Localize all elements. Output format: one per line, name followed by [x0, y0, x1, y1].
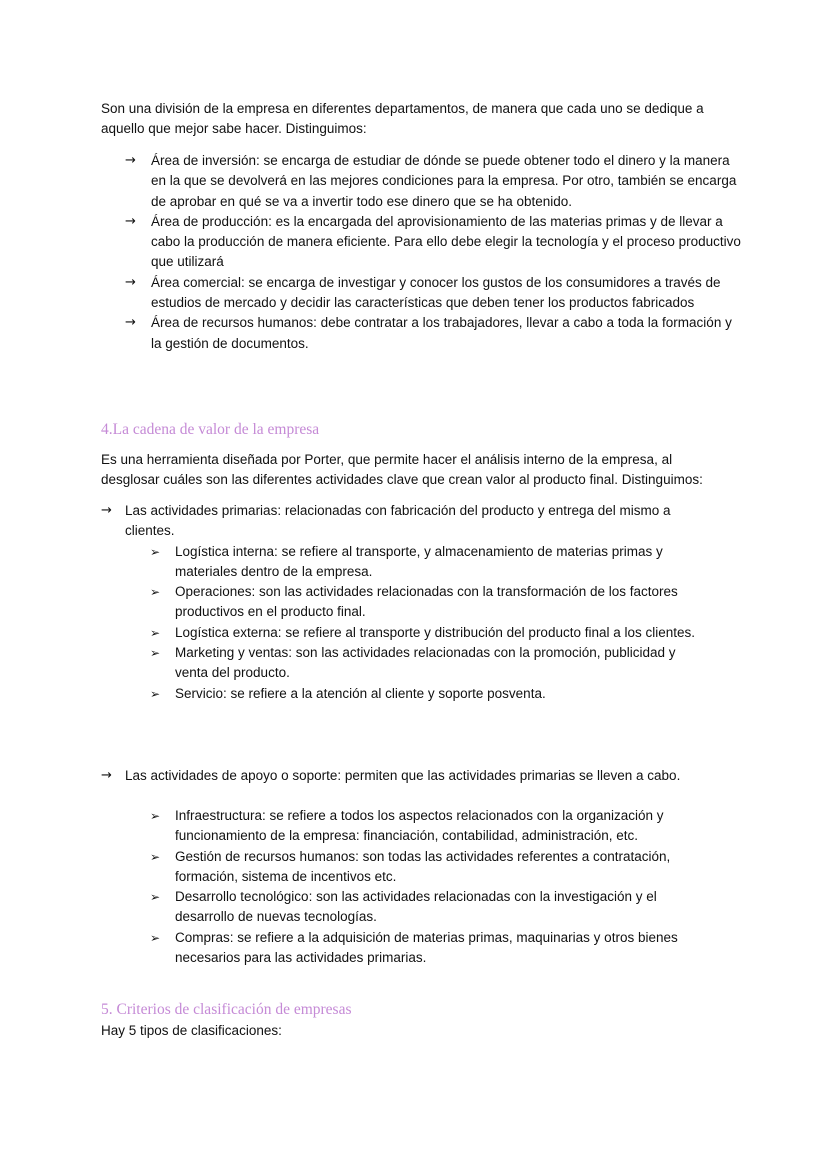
- bullet-arrow-icon: ➢: [150, 849, 161, 864]
- list-item: ➢ Marketing y ventas: son las actividades relacionadas con la promoción, publicidad y venta del producto.: [150, 645, 676, 681]
- intro-list: [101, 151, 741, 354]
- arrow-icon: →: [125, 153, 136, 168]
- arrow-icon: →: [125, 213, 136, 229]
- bullet-arrow-icon: ➢: [150, 646, 161, 661]
- section-heading: 4.La cadena de valor de la empresa: [101, 421, 320, 438]
- section5-paragraph: Hay 5 tipos de clasificaciones:: [101, 1023, 282, 1038]
- list-item: ➢ Logística externa: se refiere al transporte y distribución del producto final a los clientes.: [101, 623, 701, 643]
- bullet-arrow-icon: ➢: [150, 625, 161, 640]
- list-item: → Área de recursos humanos: debe contratar a los trabajadores, llevar a cabo a toda la formación y la gestión de documentos.: [125, 315, 732, 351]
- list-item: ➢ Gestión de recursos humanos: son todas las actividades referentes a contratación, formación, sistema de incentivos etc.: [150, 848, 671, 884]
- intro-paragraph: Son una división de la empresa en diferentes departamentos, de manera que cada uno se dedique a aquello que mejor sabe hacer. Distinguimos:: [101, 101, 704, 137]
- list-item: ➢ Servicio: se refiere a la atención al cliente y soporte posventa.: [101, 684, 701, 704]
- bullet-arrow-icon: ➢: [150, 809, 161, 823]
- section4-paragraph: Es una herramienta diseñada por Porter, que permite hacer el análisis interno de la empresa, al desglosar cuáles son las diferentes actividades clave que crean valor al producto final. Distinguimos:: [101, 452, 703, 488]
- primary-activities: [101, 501, 701, 704]
- bullet-arrow-icon: ➢: [150, 585, 161, 600]
- arrow-icon: →: [125, 315, 136, 331]
- arrow-icon: →: [101, 503, 112, 518]
- support-activities-list: [101, 806, 701, 968]
- list-item: → Las actividades de apoyo o soporte: permiten que las actividades primarias se lleven a cabo.: [101, 766, 721, 786]
- list-item: → Área de inversión: se encarga de estudiar de dónde se puede obtener todo el dinero y la manera en la que se devolverá en las mejores condiciones para la empresa. Por otro, también se encarga de aprobar en qué se va a invertir todo ese dinero que se ha obtenido.: [125, 153, 737, 209]
- list-item: → Área comercial: se encarga de investigar y conocer los gustos de los consumidores a través de estudios de mercado y decidir las características que deben tener los productos fabricados: [125, 274, 721, 311]
- bullet-arrow-icon: ➢: [150, 930, 161, 945]
- bullet-arrow-icon: ➢: [150, 890, 161, 905]
- list-item: ➢ Desarrollo tecnológico: son las actividades relacionadas con la investigación y el desarrollo de nuevas tecnologías.: [150, 889, 657, 925]
- arrow-icon: →: [101, 768, 112, 783]
- section-heading: 5. Criterios de clasificación de empresas: [101, 1001, 352, 1018]
- list-item: ➢ Logística interna: se refiere al transporte, y almacenamiento de materias primas y materiales dentro de la empresa.: [150, 543, 663, 579]
- arrow-icon: →: [125, 274, 136, 290]
- list-item: → Las actividades primarias: relacionadas con fabricación del producto y entrega del mismo a clientes.: [101, 503, 671, 539]
- support-activities-label: [101, 766, 721, 786]
- bullet-arrow-icon: ➢: [150, 686, 161, 701]
- bullet-arrow-icon: ➢: [150, 544, 161, 559]
- list-item: ➢ Compras: se refiere a la adquisición de materias primas, maquinarias y otros bienes necesarios para las actividades primarias.: [150, 929, 678, 966]
- list-item: ➢ Operaciones: son las actividades relacionadas con la transformación de los factores productivos en el producto final.: [150, 584, 678, 620]
- list-item: ➢ Infraestructura: se refiere a todos los aspectos relacionados con la organización y funcionamiento de la empresa: financiación, contabilidad, administración, etc.: [150, 808, 664, 844]
- list-item: → Área de producción: es la encargada del aprovisionamiento de las materias primas y de llevar a cabo la producción de manera eficiente. Para ello debe elegir la tecnología y el proceso productivo que utilizará: [125, 213, 741, 270]
